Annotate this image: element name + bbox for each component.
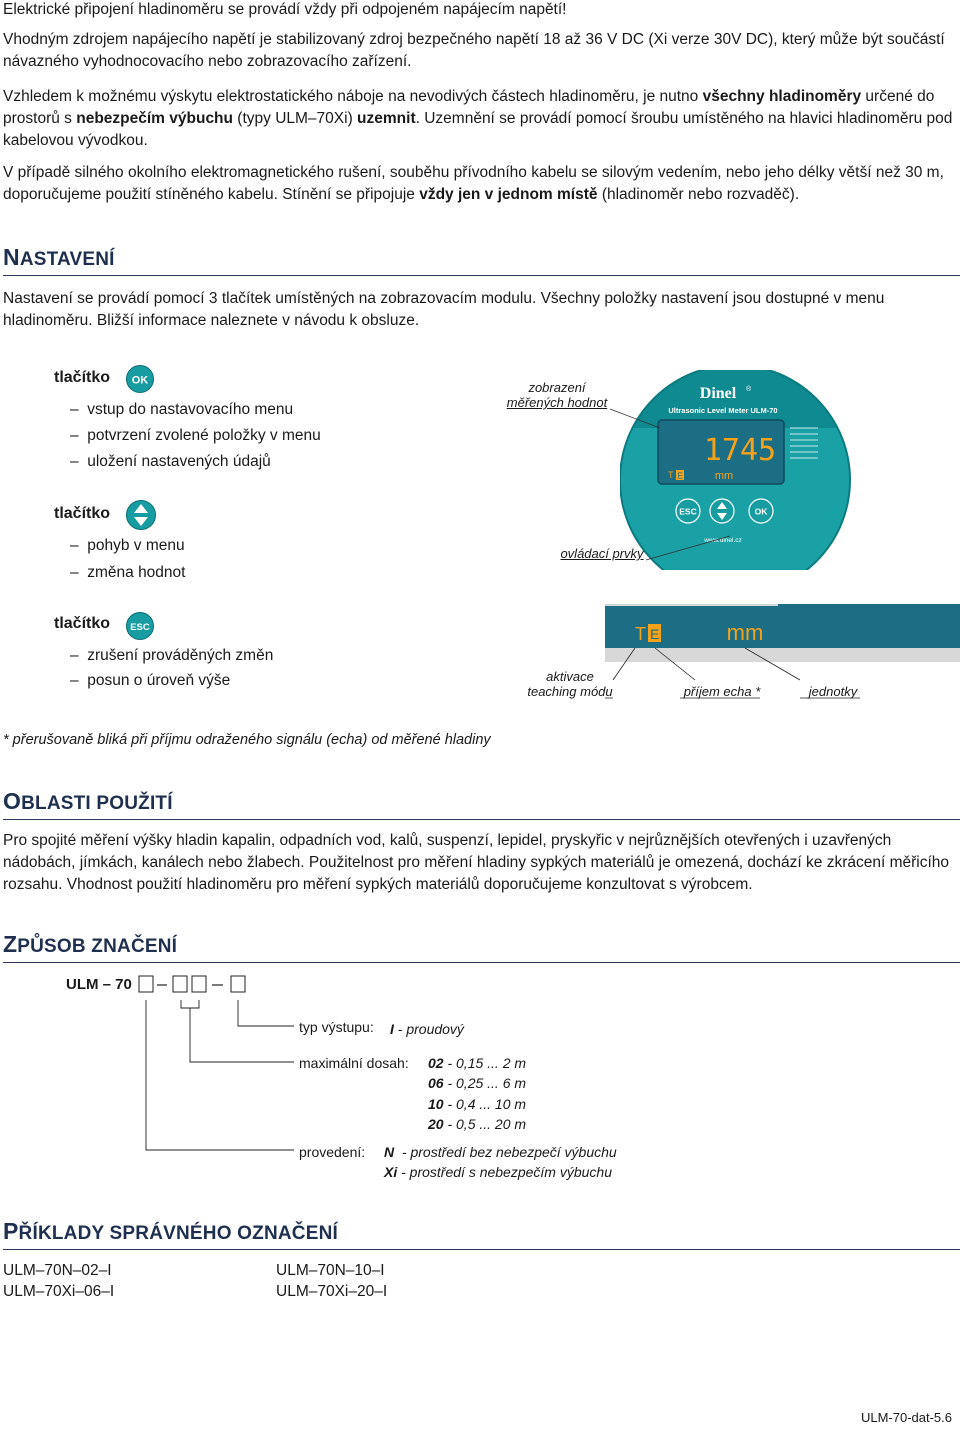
example-code: ULM–70N–10–I [276,1262,385,1279]
section-heading-nastaveni: NASTAVENÍ [3,244,960,276]
code-diagram [135,972,265,1160]
brand-logo: Dinel [699,385,737,402]
svg-text:mm: mm [726,620,764,645]
callout-controls-line [640,530,760,570]
example-code: ULM–70N–02–I [3,1262,112,1279]
ok-function-item: – uložení nastavených údajů [70,453,271,471]
section-heading-oblasti: OBLASTI POUŽITÍ [3,788,960,820]
svg-text:®: ® [746,386,752,393]
range-item: 20 - 0,5 ... 20 m [428,1116,527,1132]
range-item: 10 - 0,4 ... 10 m [428,1096,527,1112]
ok-button-icon [124,364,156,394]
section-heading-priklady: PŘÍKLADY SPRÁVNÉHO OZNAČENÍ [3,1218,960,1250]
label-teaching: aktivace teaching módu [527,669,613,699]
svg-text:mm: mm [714,470,734,482]
arrow-function-item: – pohyb v menu [70,537,185,555]
esc-function-item: – posun o úroveň výše [70,672,230,690]
button-label-arrows: tlačítko [54,505,111,522]
up-down-arrow-icon [125,499,157,531]
arrow-function-item: – změna hodnot [70,564,185,582]
svg-text:E: E [650,626,660,642]
version-item: Xi - prostředí s nebezpečím výbuchu [384,1164,613,1180]
power-supply-paragraph: Vhodným zdrojem napájecího napětí je stabilizovaný zdroj bezpečného napětí 18 až 36 V DC (Xi verze 30V DC), který může být součástí návazného vyhodnocovacího nebo zobrazovacího zařízení. [3,31,945,70]
display-detail [605,604,960,704]
ok-function-item: – potvrzení zvolené položky v menu [70,427,321,445]
button-label-ok: tlačítko [54,369,111,386]
svg-text:ESC: ESC [679,506,697,517]
warning-paragraph: Elektrické připojení hladinoměru se provádí vždy při odpojeném napájecím napětí! [3,1,567,18]
button-label-esc: tlačítko [54,615,111,632]
footer-doc-id: ULM-70-dat-5.6 [860,1410,952,1425]
footnote: * přerušovaně bliká při příjmu odraženého signálu (echa) od měřené hladiny [3,732,491,748]
code-diagram-ext [262,1018,302,1158]
ok-function-item: – vstup do nastavovacího menu [70,401,293,419]
shielding-paragraph: V případě silného okolního elektromagnetického rušení, souběhu přívodního kabelu se silovým vedením, nebo jeho délky větší než 30 m, doporučujeme použití stíněného kabelu. Stínění se připojuje vždy jen v jednom místě (hladinoměr nebo rozvaděč). [3,164,944,203]
svg-text:T: T [668,470,674,480]
measured-value: 1745 [703,433,777,468]
model-name: Ultrasonic Level Meter ULM-70 [668,406,778,415]
callout-controls: ovládací prvky [560,546,644,561]
section-heading-znaceni: ZPŮSOB ZNAČENÍ [3,931,960,963]
svg-text:OK: OK [754,506,768,517]
svg-text:E: E [677,471,683,481]
version-item: N - prostředí bez nebezpečí výbuchu [384,1144,617,1160]
range-label: maximální dosah: [299,1055,409,1071]
callout-display: zobrazení měřených hodnot [506,380,608,410]
version-label: provedení: [299,1144,366,1160]
output-type-label: typ výstupu: [299,1019,374,1035]
range-item: 02 - 0,15 ... 2 m [428,1055,527,1071]
output-type-value: I - proudový [390,1021,464,1037]
range-item: 06 - 0,25 ... 6 m [428,1075,527,1091]
nastaveni-paragraph: Nastavení se provádí pomocí 3 tlačítek umístěných na zobrazovacím modulu. Všechny položky nastavení jsou dostupné v menu hladinoměru. Bližší informace naleznete v návodu k obsluze. [3,290,885,329]
label-echo: příjem echa * [683,684,761,699]
esc-function-item: – zrušení prováděných změn [70,647,273,665]
callout-display-line [500,395,700,435]
svg-text:OK: OK [131,374,149,387]
oblasti-paragraph: Pro spojité měření výšky hladin kapalin, odpadních vod, kalů, suspenzí, lepidel, pryskyřic v nejrůznějších otevřených i uzavřených nádobách, jímkách, kanálech nebo žlabech. Použitelnost pro měření hladiny sypkých materiálů je omezená, dochází ke zkrácení měřicího rozsahu. Vhodnost použití hladinoměru pro měření sypkých materiálů doporučujeme konzultovat s výrobcem. [3,832,950,893]
svg-text:T: T [635,624,646,644]
example-code: ULM–70Xi–20–I [276,1283,388,1300]
label-units: jednotky [808,684,858,699]
grounding-paragraph: Vzhledem k možnému výskytu elektrostatického náboje na nevodivých částech hladinoměru, je nutno všechny hladinoměry určené do prostorů s nebezpečím výbuchu (typy ULM–70Xi) uzemnit. Uzemnění se provádí pomocí šroubu umístěného na hlavici hladinoměru pod kabelovou vývodkou. [3,88,953,149]
example-code: ULM–70Xi–06–I [3,1283,115,1300]
esc-button-icon [124,611,156,641]
svg-text:ESC: ESC [130,622,150,633]
svg-text:www.dinel.cz: www.dinel.cz [704,537,742,544]
code-prefix: ULM – 70 [66,976,132,993]
